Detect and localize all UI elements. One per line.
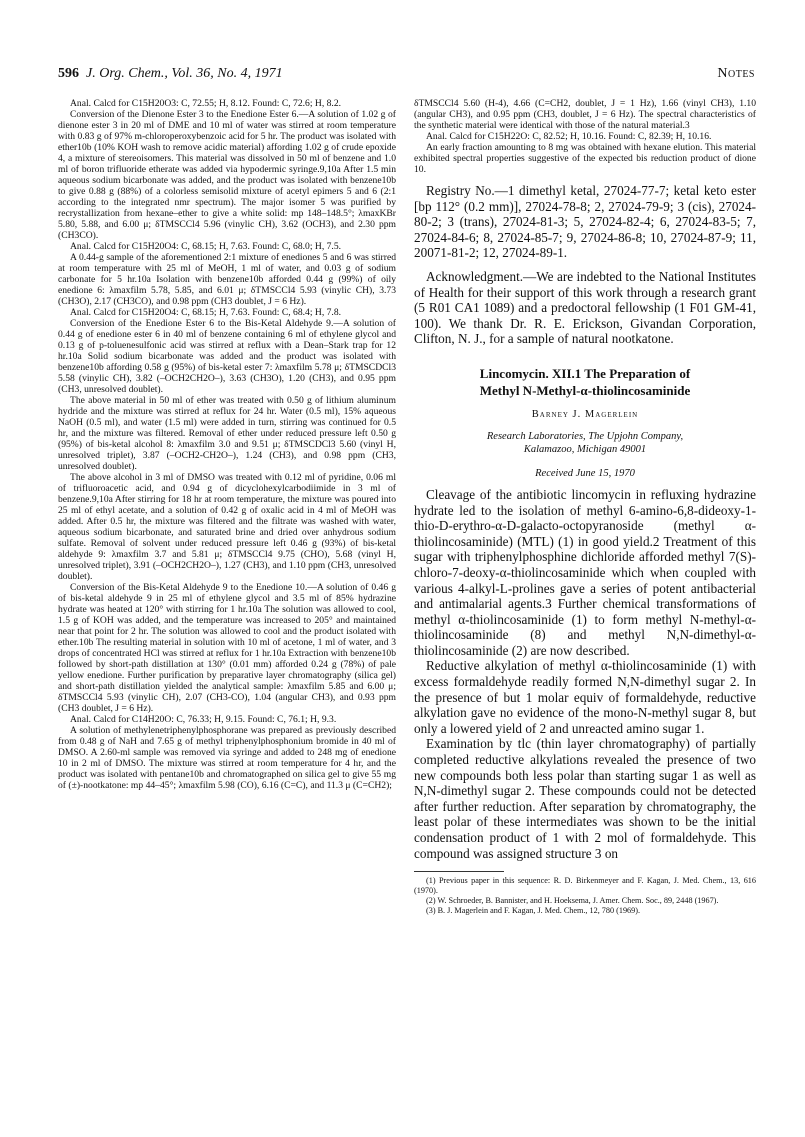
paragraph: Anal. Calcd for C14H20O: C, 76.33; H, 9.15. Found: C, 76.1; H, 9.3.: [70, 714, 337, 725]
page-number: 596: [58, 66, 79, 81]
journal-citation: J. Org. Chem., Vol. 36, No. 4, 1971: [86, 66, 283, 81]
paragraph: Reductive alkylation of methyl α-thiolincosaminide (1) with excess formaldehyde readily formed N,N-dimethyl sugar 2. In the presence of but 1 molar equiv of formaldehyde, reductive alkylation gave no evidence of the mono-N-methyl sugar 8, but only a lowered yield of 2 and unreacted amino sugar 1.: [414, 658, 756, 736]
article-title-line2: Methyl N-Methyl-α-thiolincosaminide: [479, 382, 691, 398]
paragraph: Examination by tlc (thin layer chromatography) of partially completed reductive alkylations revealed the presence of two new compounds both less polar than starting sugar 1 as well as N,N-dimethyl sugar 2. These compounds could not be detected after further reduction. After separation by chromatography, the least polar of these intermediates was shown to be the initial condensation product of 1 with 2 mol of formaldehyde. This compound was assigned structure 3 on: [414, 736, 756, 861]
paragraph: An early fraction amounting to 8 mg was obtained with hexane elution. This material exhibited spectral properties suggestive of the expected bis reduction product of dione 10.: [414, 142, 756, 175]
affiliation-line1: Research Laboratories, The Upjohn Company,: [486, 430, 684, 442]
affiliation-line2: Kalamazoo, Michigan 49001: [523, 443, 647, 455]
paragraph: δTMSCCl4 5.60 (H-4), 4.66 (C=CH2, doublet, J = 1 Hz), 1.66 (vinyl CH3), 1.10 (angular CH3), and 0.95 ppm (CH3, doublet, J = 6 Hz). The spectral characteristics of the synthetic material were identical with those of the natural material.3: [414, 98, 756, 131]
page-header: [58, 66, 755, 86]
paragraph: Conversion of the Bis-Ketal Aldehyde 9 to the Enedione 10.—A solution of 0.46 g of bis-ketal aldehyde 9 in 25 ml of ethylene glycol and 3.5 ml of 85% hydrazine hydrate was heated at 120° with stirring for 1 hr.10a The solution was allowed to cool, 1.5 g of KOH was added, and the temperature was increased to 205° and maintained near that point for 2 hr. The solution was allowed to cool and the product isolated with ether.10b The resulting material in solution with 10 ml of acetone, 1 ml of water, and 3 drops of concentrated HCl was stirred at reflux for 1 hr.10a Extraction with benzene10b followed by short-path distillation at 130° (0.01 mm) afforded 0.24 g (78%) of pale yellow enedione. Further purification by preparative layer chromatography (silica gel) and short-path distillation yielded the analytical sample: λmaxfilm 5.85 and 6.00 μ; δTMSCCl4 5.93 (vinylic CH), 2.07 (CH3-CO), 1.04 (angular CH3), and 0.93 ppm (CH3 doublet, J = 6 Hz).: [58, 582, 396, 714]
paragraph: The above alcohol in 3 ml of DMSO was treated with 0.12 ml of pyridine, 0.06 ml of trifluoroacetic acid, and 0.94 g of dicyclohexylcarbodiimide in 3 ml of benzene.9,10a After stirring for 18 hr at room temperature, the mixture was poured into 25 ml of ethyl acetate, and a solution of 0.42 g of oxalic acid in 4 ml of MeOH was added. After 0.5 hr, the mixture was filtered and the filtrate was washed with water, aqueous sodium bicarbonate, and saturated brine and dried over anhydrous sodium sulfate. Removal of solvent under reduced pressure left 0.46 g (93%) of bis-ketal aldehyde 9: λmaxfilm 3.7 and 5.81 μ; δTMSCCl4 9.75 (CHO), 5.68 (vinyl H, unresolved triplet), 3.91 (–OCH2CH2O–), 1.27 (CH3), and 1.10 ppm (CH3, unresolved doublet).: [58, 472, 396, 582]
footnote: (2) W. Schroeder, B. Bannister, and H. Hoeksema, J. Amer. Chem. Soc., 89, 2448 (1967).: [426, 896, 719, 906]
paragraph: Conversion of the Enedione Ester 6 to the Bis-Ketal Aldehyde 9.—A solution of 0.44 g of enedione ester 6 in 40 ml of benzene containing 6 ml of ethylene glycol and 0.13 g of p-toluenesulfonic acid was stirred at reflux with a Dean–Stark trap for 12 hr.10a Solid sodium bicarbonate was added and the product was isolated with benzene10b affording 0.58 g (95%) of bis-ketal ester 7: λmaxfilm 5.78 μ; δTMSCDCl3 5.58 (vinylic CH), 3.82 (–OCH2CH2O–), 3.63 (CH3O), 1.20 (CH3), and 0.95 ppm (CH3, unresolved doublet).: [58, 318, 396, 395]
paragraph: The above material in 50 ml of ether was treated with 0.50 g of lithium aluminum hydride and the mixture was stirred at reflux for 24 hr. Water (0.5 ml), 15% aqueous NaOH (0.5 ml), and water (1.5 ml) were added in turn, stirring was continued for 0.5 hr, and the mixture was filtered. Removal of ether under reduced pressure left 0.50 g (95%) of bis-ketal alcohol 8: λmaxfilm 3.0 and 9.51 μ; δTMSCDCl3 5.60 (vinyl H, unresolved triplet), 3.87 (–OCH2-CH2O–), 1.24 (CH3), and 0.98 ppm (CH3, unresolved doublet).: [58, 395, 396, 472]
right-column: [414, 98, 756, 916]
paragraph: Cleavage of the antibiotic lincomycin in refluxing hydrazine hydrate led to the isolation of methyl 6-amino-6,8-dideoxy-1-thio-D-erythro-α-D-galacto-octopyranoside (methyl α-thiolincosaminide) (MTL) (1) in good yield.2 Treatment of this sugar with triphenylphosphine dichloride afforded methyl 7(S)-chloro-7-deoxy-α-thiolincosaminide which when coupled with various 4-alkyl-L-prolines gave a series of potent antibacterial and antimalarial agents.3 Further chemical transformations of methyl α-thiolincosaminide (1) to form methyl N-methyl-α-thiolincosaminide (8) and methyl N,N-dimethyl-α-thiolincosaminide (2) are now described.: [414, 486, 756, 658]
acknowledgment: Acknowledgment.—We are indebted to the National Institutes of Health for their support of this work through a research grant (5 R01 CA1 1089) and a predoctoral fellowship (1 F01 GM-41, 100). We thank Dr. R. E. Erickson, Givandan Corporation, Clifton, N. J., for a sample of natural nootkatone.: [414, 268, 756, 347]
paragraph: Anal. Calcd for C15H20O3: C, 72.55; H, 8.12. Found: C, 72.6; H, 8.2.: [70, 98, 342, 109]
article-title: [414, 365, 756, 399]
section-label: Notes: [717, 66, 755, 81]
paragraph: Conversion of the Dienone Ester 3 to the Enedione Ester 6.—A solution of 1.02 g of dienone ester 3 in 20 ml of DME and 10 ml of water was stirred at room temperature with 0.83 g of 97% m-chloroperoxybenzoic acid for 5 hr. The product was isolated with ether10b (10% KOH wash to remove acidic material) affording 1.02 g of crude epoxide 4, a mixture of stereoisomers. This material was dissolved in 50 ml of benzene and 1.0 ml of boron trifluoride etherate was added via hypodermic syringe.9,10a After 1.5 min aqueous sodium bicarbonate was added, and the product was isolated with benzene10b to give 0.88 g (88%) of a colorless semisolid mixture of acetyl epimers 5 and 6 (2:1 according to the integrated nmr spectrum). The major isomer 5 was purified by recrystallization from hexane–ether to give a white solid: mp 148–148.5°; λmaxKBr 5.80, 5.88, and 6.00 μ; δTMSCCl4 5.96 (vinylic CH), 3.62 (OCH3), and 2.30 ppm (CH3CO).: [58, 109, 396, 241]
article-title-line1: Lincomycin. XII.1 The Preparation of: [479, 365, 691, 381]
left-column: [58, 98, 396, 791]
footnote: (3) B. J. Magerlein and F. Kagan, J. Med. Chem., 12, 780 (1969).: [426, 906, 641, 916]
paragraph: Anal. Calcd for C15H20O4: C, 68.15; H, 7.63. Found: C, 68.4; H, 7.8.: [70, 307, 342, 318]
footnote-divider: [414, 871, 504, 872]
registry-numbers: Registry No.—1 dimethyl ketal, 27024-77-7; ketal keto ester [bp 112° (0.2 mm)], 27024-78-8; 2, 27024-79-9; 3 (cis), 27024-80-2; 3 (trans), 27024-81-3; 5, 27024-82-4; 6, 27024-83-5; 7, 27024-84-6; 8, 27024-85-7; 9, 27024-86-8; 10, 27024-87-9; 11, 20071-81-2; 12, 27024-89-1.: [414, 183, 756, 261]
page-number-journal: [58, 66, 283, 82]
paragraph: Anal. Calcd for C15H20O4: C, 68.15; H, 7.63. Found: C, 68.0; H, 7.5.: [70, 241, 342, 252]
article-author: Barney J. Magerlein: [531, 408, 639, 420]
footnote: (1) Previous paper in this sequence: R. D. Birkenmeyer and F. Kagan, J. Med. Chem., 13, 616 (1970).: [414, 876, 756, 896]
received-date: Received June 15, 1970: [535, 467, 635, 479]
paragraph: A solution of methylenetriphenylphosphorane was prepared as previously described from 0.48 g of NaH and 7.65 g of methyl triphenylphosphonium bromide in 40 ml of DMSO. A 2.60-ml sample was removed via syringe and added to 248 mg of enedione 10 in 2 ml of DMSO. The mixture was stirred at room temperature for 4 hr, and the product was isolated with pentane10b and chromatographed on silica gel to give 55 mg of (±)-nootkatone: mp 44–45°; λmaxfilm 5.98 (CO), 6.16 (C=C), and 11.3 μ (C=CH2);: [58, 725, 396, 791]
paragraph: A 0.44-g sample of the aforementioned 2:1 mixture of enediones 5 and 6 was stirred at room temperature with 25 ml of MeOH, 1 ml of water, and 0.03 g of sodium carbonate for 5 hr.10a Isolation with benzene10b afforded 0.44 g (99%) of oily enedione 6: λmaxfilm 5.78, 5.85, and 6.01 μ; δTMSCCl4 5.93 (vinylic CH), 3.73 (CH3O), 2.17 (CH3CO), and 0.98 ppm (CH3 doublet, J = 6 Hz).: [58, 252, 396, 307]
paragraph: Anal. Calcd for C15H22O: C, 82.52; H, 10.16. Found: C, 82.39; H, 10.16.: [426, 131, 712, 142]
article-affiliation: [414, 430, 756, 456]
